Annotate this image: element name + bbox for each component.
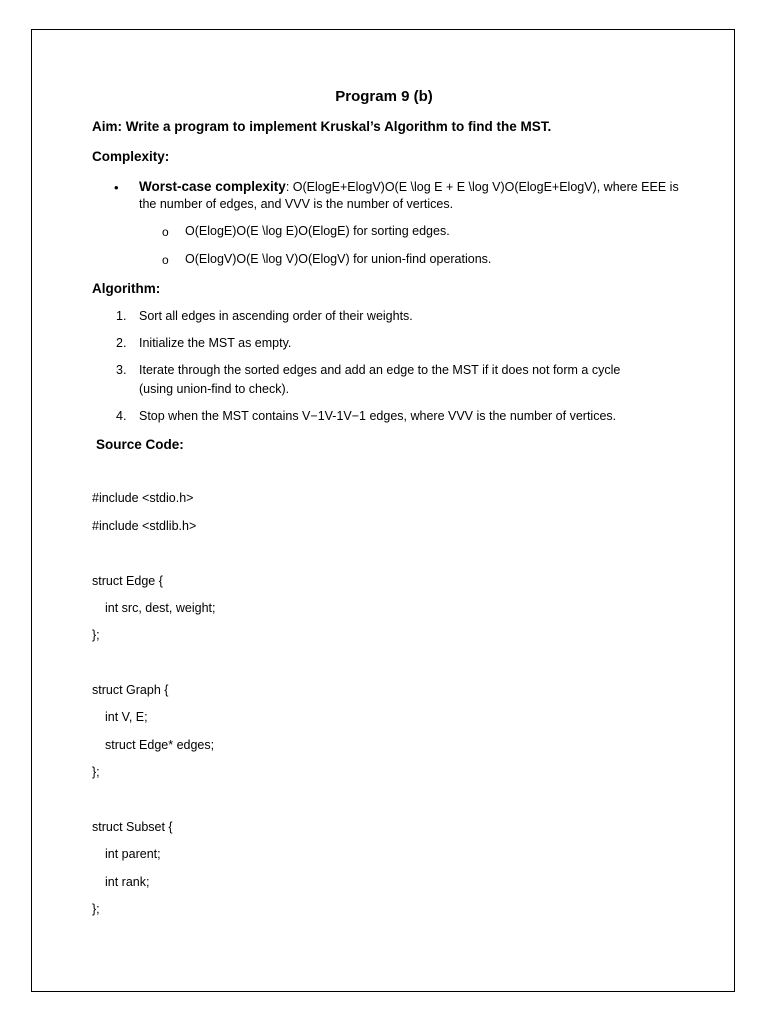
algorithm-step: Initialize the MST as empty. (139, 336, 292, 350)
aim-statement: Aim: Write a program to implement Kruskal’s Algorithm to find the MST. (92, 119, 552, 134)
code-line: int V, E; (105, 710, 148, 724)
complexity-heading: Complexity: (92, 149, 170, 164)
algorithm-step: Sort all edges in ascending order of their weights. (139, 309, 413, 323)
code-line: struct Edge* edges; (105, 738, 215, 752)
complexity-bullet (139, 178, 679, 196)
code-line: }; (92, 765, 100, 779)
code-line: #include <stdlib.h> (92, 519, 197, 533)
code-line: struct Graph { (92, 683, 169, 697)
complexity-bullet-label: Worst-case complexity (139, 179, 286, 194)
source-code-heading: Source Code: (96, 437, 184, 452)
algorithm-step: Stop when the MST contains V−1V-1V−1 edges, where VVV is the number of vertices. (139, 409, 617, 423)
algorithm-step-cont: (using union-find to check). (139, 382, 290, 396)
step-number: 1. (116, 309, 127, 323)
step-number: 3. (116, 363, 127, 377)
complexity-bullet-text: : O(ElogE+ElogV)O(E \log E + E \log V)O(ElogE+ElogV), where EEE is (285, 180, 679, 194)
code-line: struct Subset { (92, 820, 173, 834)
code-line: struct Edge { (92, 574, 163, 588)
code-line: }; (92, 902, 100, 916)
complexity-sub-item: O(ElogE)O(E \log E)O(ElogE) for sorting edges. (185, 224, 450, 238)
code-line: }; (92, 628, 100, 642)
code-line: int src, dest, weight; (105, 601, 216, 615)
bullet-icon: • (114, 180, 119, 195)
code-line: int parent; (105, 847, 161, 861)
algorithm-step: Iterate through the sorted edges and add an edge to the MST if it does not form a cycle (139, 363, 621, 377)
step-number: 2. (116, 336, 127, 350)
algorithm-heading: Algorithm: (92, 281, 161, 296)
code-line: #include <stdio.h> (92, 491, 194, 505)
step-number: 4. (116, 409, 127, 423)
page-title: Program 9 (b) (335, 88, 433, 105)
complexity-sub-item: O(ElogV)O(E \log V)O(ElogV) for union-find operations. (185, 252, 492, 266)
sub-bullet-icon: o (162, 253, 169, 267)
code-line: int rank; (105, 875, 150, 889)
complexity-bullet-text-cont: the number of edges, and VVV is the number of vertices. (139, 197, 454, 211)
sub-bullet-icon: o (162, 225, 169, 239)
